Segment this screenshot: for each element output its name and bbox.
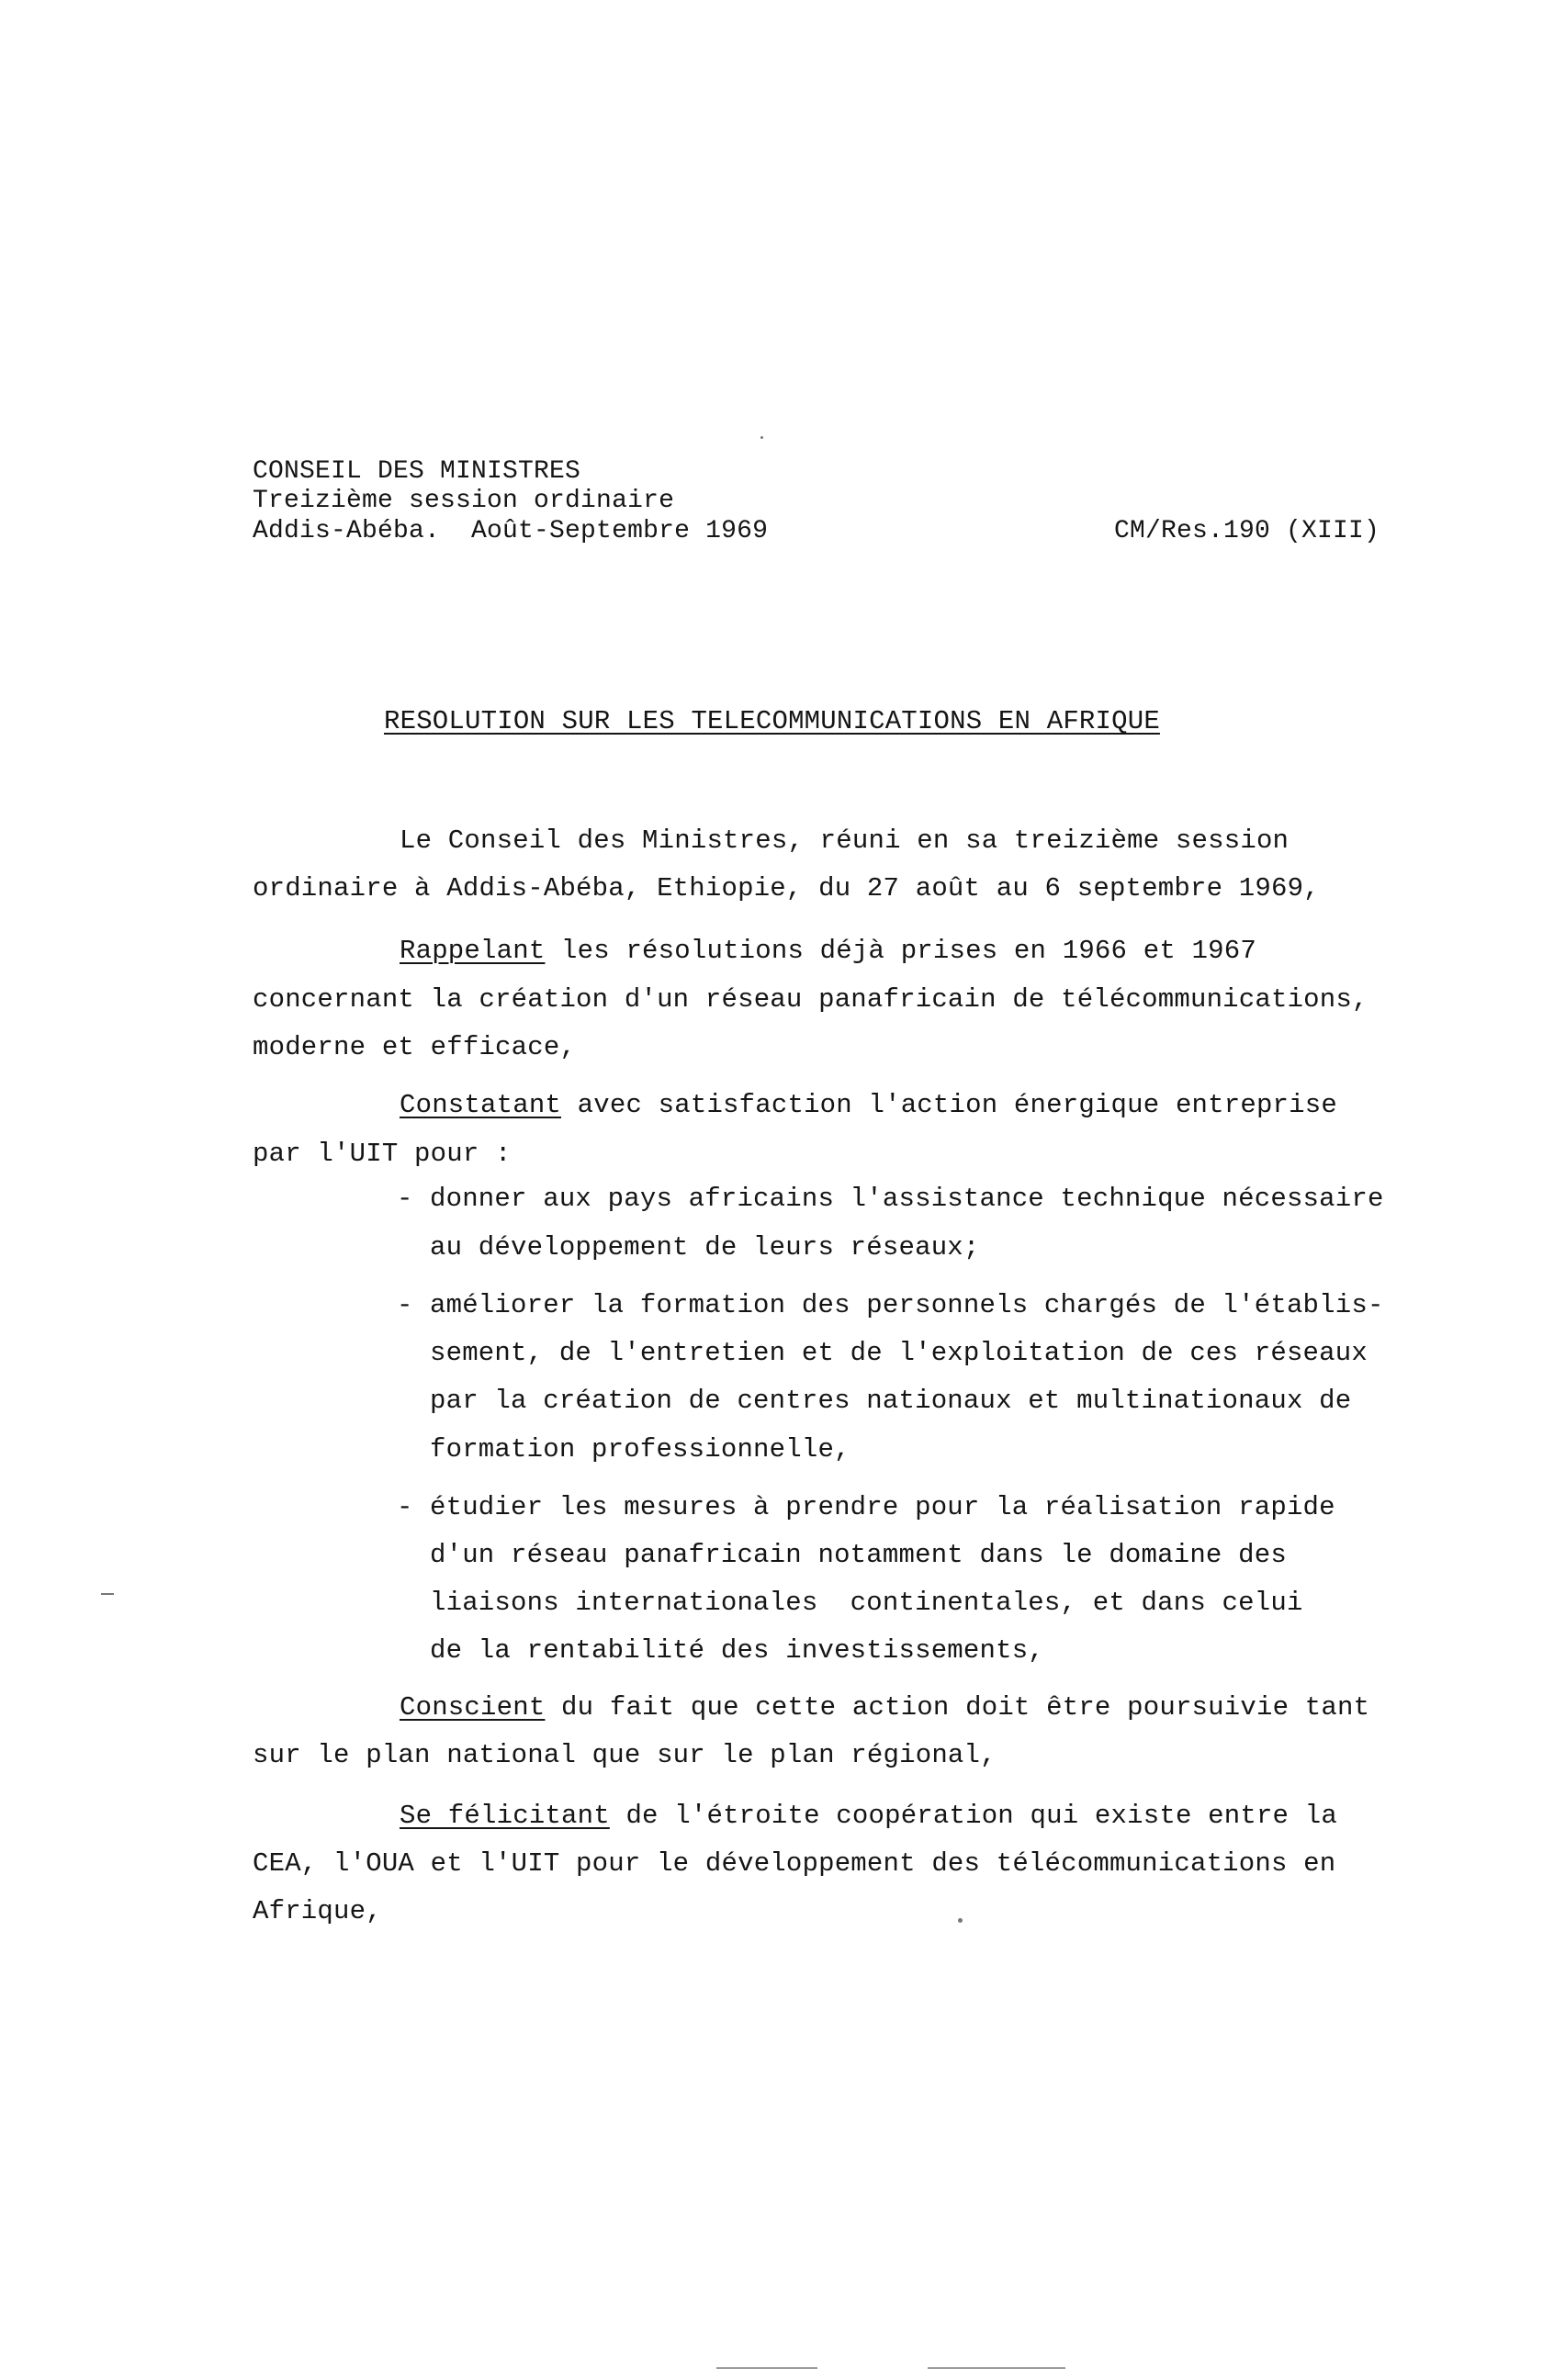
felicitant-line-1: Se félicitant de l'étroite coopération qui existe entre la [400,1801,1337,1831]
header-session: Treizième session ordinaire [253,487,675,515]
bullet-3-line-3: liaisons internationales continentales, et dans celui [430,1588,1303,1618]
bullet-2-line-1: améliorer la formation des personnels chargés de l'établis- [430,1290,1384,1320]
conscient-line-1: Conscient du fait que cette action doit être poursuivie tant [400,1692,1370,1723]
bullet-3-line-1: étudier les mesures à prendre pour la réalisation rapide [430,1492,1335,1522]
constatant-line-2: par l'UIT pour : [253,1139,512,1169]
rappelant-line-2: concernant la création d'un réseau panafricain de télécommunications, [253,984,1368,1015]
bullet-3-line-4: de la rentabilité des investissements, [430,1635,1044,1666]
scan-speck [958,1918,963,1923]
scan-edge-mark [928,2367,1065,2369]
felicitant-line-3: Afrique, [253,1896,382,1926]
scan-edge-mark [716,2367,817,2369]
constatant-keyword: Constatant [400,1090,562,1120]
felicitant-keyword: Se félicitant [400,1801,610,1831]
bullet-dash: - [397,1290,413,1320]
rappelant-line-1: Rappelant les résolutions déjà prises en 1966 et 1967 [400,936,1256,966]
bullet-dash: - [397,1492,413,1522]
resolution-reference: CM/Res.190 (XIII) [1114,517,1380,545]
bullet-dash: - [397,1184,413,1214]
rappelant-line-3: moderne et efficace, [253,1032,577,1062]
rappelant-keyword: Rappelant [400,936,546,966]
constatant-line-1: Constatant avec satisfaction l'action énergique entreprise [400,1090,1337,1120]
document-title: RESOLUTION SUR LES TELECOMMUNICATIONS EN AFRIQUE [384,706,1160,736]
conscient-line-2: sur le plan national que sur le plan régional, [253,1740,997,1770]
bullet-3-line-2: d'un réseau panafricain notamment dans le domaine des [430,1540,1287,1570]
header-place-date: Addis-Abéba. Août-Septembre 1969 [253,517,769,545]
preamble-line-2: ordinaire à Addis-Abéba, Ethiopie, du 27 août au 6 septembre 1969, [253,873,1320,904]
header-council: CONSEIL DES MINISTRES [253,457,581,486]
preamble-line-1: Le Conseil des Ministres, réuni en sa treizième session [400,825,1290,856]
scan-speck [760,436,763,439]
bullet-2-line-3: par la création de centres nationaux et multinationaux de [430,1386,1352,1416]
bullet-2-line-4: formation professionnelle, [430,1434,850,1465]
scan-speck [101,1593,114,1595]
conscient-keyword: Conscient [400,1692,546,1723]
bullet-1-line-2: au développement de leurs réseaux; [430,1232,980,1263]
bullet-2-line-2: sement, de l'entretien et de l'exploitation de ces réseaux [430,1338,1368,1368]
felicitant-line-2: CEA, l'OUA et l'UIT pour le développement des télécommunications en [253,1848,1336,1879]
bullet-1-line-1: donner aux pays africains l'assistance technique nécessaire [430,1184,1384,1214]
